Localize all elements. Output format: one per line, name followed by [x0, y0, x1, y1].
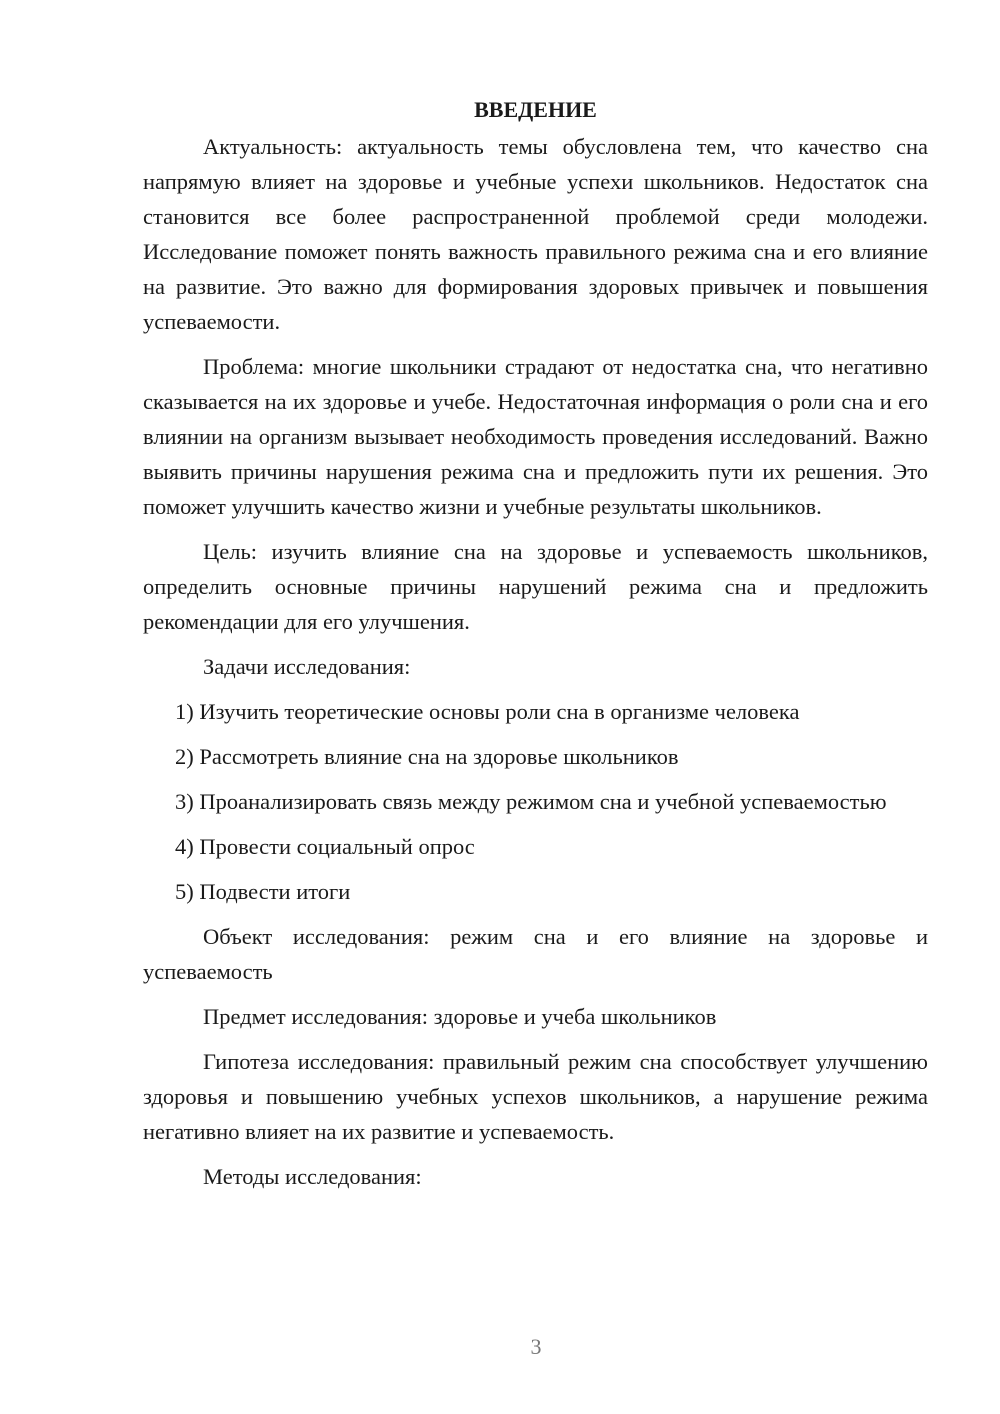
paragraph-subject: Предмет исследования: здоровье и учеба школьников	[203, 1004, 717, 1029]
paragraph-problem: Проблема: многие школьники страдают от недостатка сна, что негативно сказывается на их здоровье и учебе. Недостаточная информация о роли сна и его влиянии на организм вызывает необходимость проведения исследований. Важно выявить причины нарушения режима сна и предложить пути их решения. Это поможет улучшить качество жизни и учебные результаты школьников.	[143, 354, 928, 519]
task-item-3: 3) Проанализировать связь между режимом сна и учебной успеваемостью	[175, 789, 887, 814]
paragraph-goal: Цель: изучить влияние сна на здоровье и успеваемость школьников, определить основные причины нарушений режима сна и предложить рекомендации для его улучшения.	[143, 539, 928, 634]
task-item-5: 5) Подвести итоги	[175, 879, 351, 904]
task-item-4: 4) Провести социальный опрос	[175, 834, 475, 859]
task-item-2: 2) Рассмотреть влияние сна на здоровье школьников	[175, 744, 679, 769]
task-item-1: 1) Изучить теоретические основы роли сна в организме человека	[175, 699, 800, 724]
paragraph-object: Объект исследования: режим сна и его влияние на здоровье и успеваемость	[143, 924, 928, 984]
page-number: 3	[530, 1334, 542, 1359]
tasks-title: Задачи исследования:	[203, 654, 411, 679]
paragraph-relevance: Актуальность: актуальность темы обусловлена тем, что качество сна напрямую влияет на здоровье и учебные успехи школьников. Недостаток сна становится все более распространенной проблемой среди молодежи. Исследование поможет понять важность правильного режима сна и его влияние на развитие. Это важно для формирования здоровых привычек и повышения успеваемости.	[143, 134, 928, 334]
section-heading: ВВЕДЕНИЕ	[474, 97, 597, 122]
paragraph-hypothesis: Гипотеза исследования: правильный режим сна способствует улучшению здоровья и повышению учебных успехов школьников, а нарушение режима негативно влияет на их развитие и успеваемость.	[143, 1049, 928, 1144]
document-body	[143, 92, 928, 1194]
methods-title: Методы исследования:	[203, 1164, 422, 1189]
